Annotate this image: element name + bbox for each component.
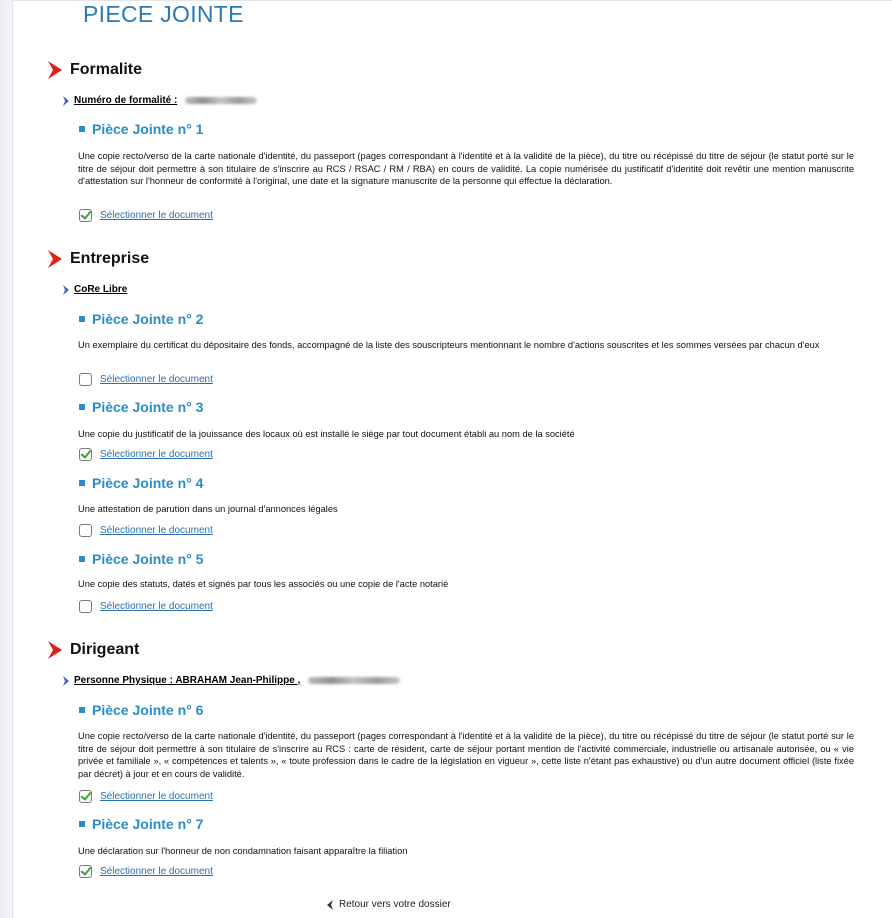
piece-header [79,399,203,415]
company-row [62,284,127,295]
piece-description: Une attestation de parution dans un journal d'annonces légales [78,504,338,514]
select-document-link[interactable]: Sélectionner le document [100,374,213,385]
select-document-link[interactable]: Sélectionner le document [100,525,213,536]
square-bullet-icon [79,821,85,827]
red-chevron-icon [47,250,63,268]
checkbox-checked[interactable] [79,865,92,878]
select-document-row [79,373,213,386]
piece-description: Une copie recto/verso de la carte nationale d'identité, du passeport (pages correspondant à l'identité et à la validité de la pièce), du titre ou récépissé du titre de séjour (le statut porté sur le titre de séjour doit permettre à son titulaire de s'inscrire au RCS / RSAC / RM / RBA) en cours de validité. La copie numérisée du justificatif d'identité doit revêtir une mention manuscrite d'attestation sur l'honneur de conformité à l'original, une date et la signature manuscrite de la personne qui effectue la déclaration. [78,151,854,186]
select-document-link[interactable]: Sélectionner le document [100,866,213,877]
company-link[interactable]: CoRe Libre [74,284,128,295]
back-arrow-icon [327,900,334,910]
section-title: Dirigeant [70,641,140,658]
formality-number-row [62,95,257,106]
select-document-link[interactable]: Sélectionner le document [100,210,213,221]
piece-title: Pièce Jointe n° 6 [92,702,204,718]
select-document-row [79,448,213,461]
checkbox-unchecked[interactable] [79,373,92,386]
checkbox-checked[interactable] [79,790,92,803]
piece-header [79,121,203,137]
section-title: Entreprise [70,250,150,267]
piece-header [79,311,203,327]
piece-description: Une déclaration sur l'honneur de non condamnation faisant apparaître la filiation [78,846,408,856]
square-bullet-icon [79,556,85,562]
square-bullet-icon [79,707,85,713]
square-bullet-icon [79,404,85,410]
piece-title: Pièce Jointe n° 2 [92,311,204,327]
section-header-dirigeant [47,639,139,661]
page-title: PIECE JOINTE [83,1,244,27]
piece-title: Pièce Jointe n° 7 [92,816,204,832]
select-document-link[interactable]: Sélectionner le document [100,791,213,802]
blue-chevron-icon [62,676,70,686]
piece-title: Pièce Jointe n° 5 [92,551,204,567]
redacted-value [185,97,257,104]
person-link[interactable]: Personne Physique : ABRAHAM Jean-Philippe , [74,675,301,686]
piece-description: Une copie des statuts, datés et signés par tous les associés ou une copie de l'acte notarié [78,579,449,589]
redacted-value [308,677,400,684]
back-label[interactable]: Retour vers votre dossier [339,899,451,910]
piece-description: Un exemplaire du certificat du dépositaire des fonds, accompagné de la liste des souscripteurs mentionnant le nombre d'actions souscrites et les sommes versées par chacun d'eux [78,340,820,350]
piece-title: Pièce Jointe n° 3 [92,399,204,415]
piece-title: Pièce Jointe n° 1 [92,121,204,137]
piece-title: Pièce Jointe n° 4 [92,475,204,491]
checkbox-checked[interactable] [79,209,92,222]
section-header-entreprise [47,248,149,270]
red-chevron-icon [47,61,63,79]
select-document-link[interactable]: Sélectionner le document [100,449,213,460]
select-document-row [79,790,213,803]
left-sidebar-strip [0,0,13,918]
checkbox-unchecked[interactable] [79,600,92,613]
square-bullet-icon [79,316,85,322]
back-to-dossier-link[interactable] [327,899,451,910]
section-header-formalite [47,59,142,81]
piece-header [79,816,203,832]
formality-number-link[interactable]: Numéro de formalité : [74,95,178,106]
piece-description: Une copie recto/verso de la carte nationale d'identité, du passeport (pages correspondant à l'identité et à la validité de la pièce), du titre ou récépissé du titre de séjour (le statut porté sur le titre de séjour doit permettre à son titulaire de s'inscrire au RCS : carte de résident, carte de séjour portant mention de l'activité commerciale, industrielle ou artisanale autorisée, ou « vie privée et familiale », « compétences et talents », « toute profession dans le cadre de la législation en vigueur », cette liste n'étant pas exhaustive) ou d'un autre document officiel (liste fixée par décret) à jour et en cours de validité. [78,731,854,779]
section-title: Formalite [70,61,143,78]
square-bullet-icon [79,480,85,486]
select-document-row [79,209,213,222]
person-row [62,675,400,686]
blue-chevron-icon [62,96,70,106]
select-document-link[interactable]: Sélectionner le document [100,601,213,612]
red-chevron-icon [47,641,63,659]
piece-description: Une copie du justificatif de la jouissance des locaux où est installé le siège par tout document établi au nom de la société [78,429,575,439]
piece-header [79,702,203,718]
piece-header [79,551,203,567]
select-document-row [79,524,213,537]
select-document-row [79,865,213,878]
checkbox-unchecked[interactable] [79,524,92,537]
checkbox-checked[interactable] [79,448,92,461]
blue-chevron-icon [62,285,70,295]
select-document-row [79,600,213,613]
square-bullet-icon [79,126,85,132]
piece-header [79,475,203,491]
